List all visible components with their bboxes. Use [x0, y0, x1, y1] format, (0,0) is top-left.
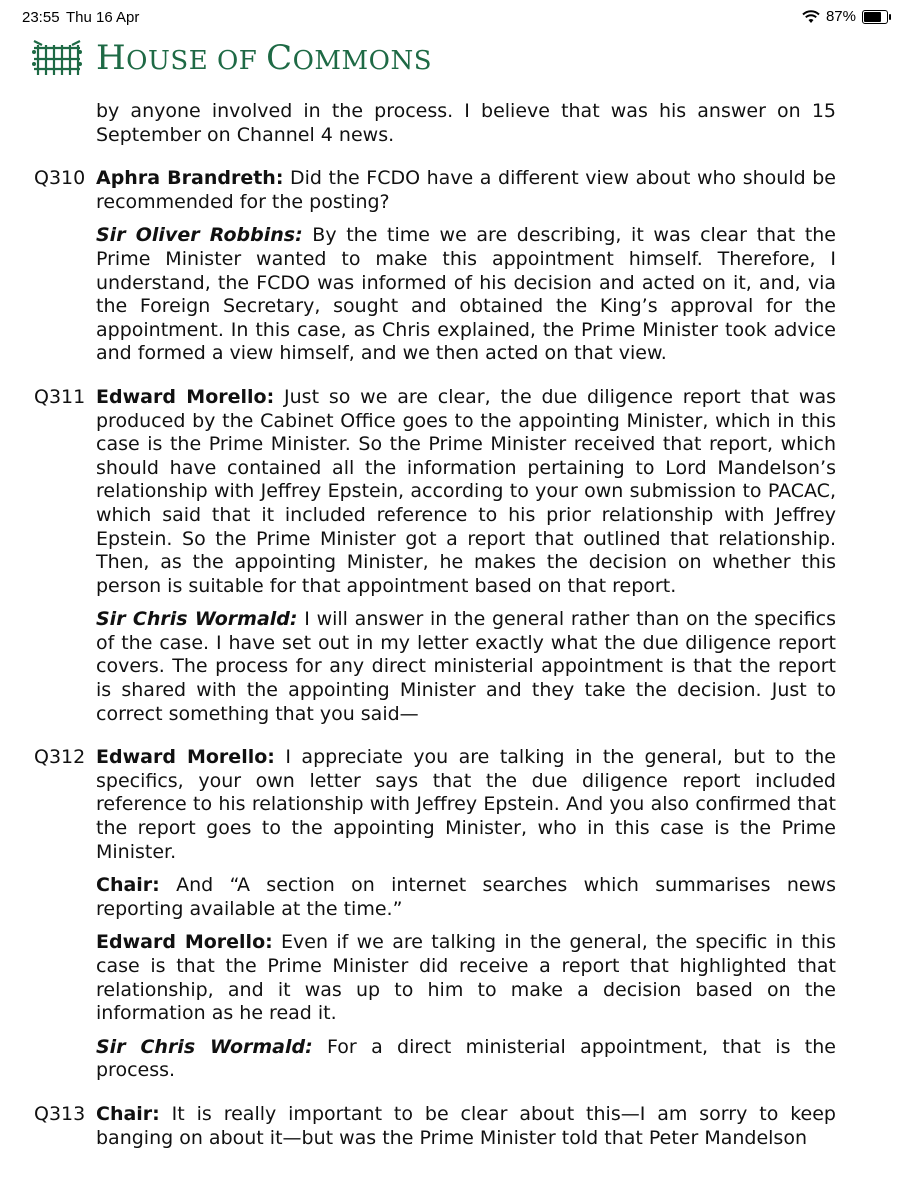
speaker-name: Sir Chris Wormald: [96, 1035, 313, 1058]
speaker-name: Sir Oliver Robbins: [96, 224, 303, 247]
speaker-name: Edward Morello: [96, 931, 273, 954]
battery-fill [864, 12, 881, 22]
question-q311 [34, 385, 837, 598]
remark-text: Even if we are talking in the general, the specific in this case is that the Prime Minister did receive a report that highlighted that relationship, and it was up to him to make a decision based on the information as he read it. [96, 931, 836, 1025]
speaker-name: Chair: [96, 1102, 160, 1125]
portcullis-icon [28, 39, 86, 77]
answer-text: By the time we are describing, it was clear that the Prime Minister wanted to make this appointment himself. Therefore, I understand, the FCDO was informed of his decision and acted on it, and, via the Foreign Secretary, sought and obtained the King’s approval for the appointment. In this case, as Chris explained, the Prime Minister took advice and formed a view himself, and we then acted on that view. [96, 224, 836, 365]
answer-q311 [96, 608, 836, 726]
speaker-name: Chair: [96, 874, 160, 897]
answer-text: For a direct ministerial appointment, that is the process. [96, 1035, 836, 1082]
question-text: It is really important to be clear about this—I am sorry to keep banging on about it—but was the Prime Minister told that Peter Mandelson [96, 1102, 836, 1149]
battery-icon [862, 10, 888, 24]
question-number: Q313 [34, 1102, 86, 1125]
status-right [802, 8, 888, 25]
chair-remark-q312 [96, 874, 836, 921]
question-text: I appreciate you are talking in the general, but to the specifics, your own letter says that the due diligence report included reference to his relationship with Jeffrey Epstein. And you also confirmed that the report goes to the appointing Minister, who in this case is the Prime Minister. [96, 746, 836, 863]
speaker-name: Edward Morello: [96, 385, 275, 408]
question-text: Did the FCDO have a different view about who should be recommended for the posting? [96, 167, 836, 213]
status-time: 23:55 [22, 9, 60, 26]
status-bar [0, 0, 900, 36]
answer-text: I will answer in the general rather than on the specifics of the case. I have set out in my letter exactly what the due diligence report covers. The process for any direct ministerial appointment is that the report is shared with the appointing Minister and they take the decision. Just to correct something that you said— [96, 608, 836, 725]
speaker-name: Edward Morello: [96, 746, 275, 769]
question-text: Just so we are clear, the due diligence report that was produced by the Cabinet Office goes to the appointing Minister, which in this case is the Prime Minister. So the Prime Minister received that report, which should have contained all the information pertaining to Lord Mandelson’s relationship with Jeffrey Epstein, according to your own submission to PACAC, which said that it included reference to his prior relationship with Jeffrey Epstein. So the Prime Minister got a report that outlined that relationship. Then, as the appointing Minister, he makes the decision on whether this person is suitable for that appointment based on that report. [96, 385, 837, 597]
question-number: Q310 [34, 167, 86, 190]
battery-percent: 87% [825, 8, 856, 25]
intro-paragraph: by anyone involved in the process. I believe that was his answer on 15 September on Channel 4 news. [96, 100, 836, 146]
question-number: Q312 [34, 746, 86, 769]
status-date: Thu 16 Apr [66, 9, 140, 26]
remark-text: And “A section on internet searches which summarises news reporting available at the time.” [96, 874, 836, 920]
question-q312 [34, 746, 836, 864]
question-number: Q311 [34, 385, 86, 408]
house-of-commons-logo: HOUSE OF COMMONS [96, 38, 433, 78]
question-q310 [34, 167, 836, 214]
answer-q310 [96, 224, 836, 366]
wifi-icon [802, 10, 820, 24]
question-q313 [34, 1102, 836, 1150]
followup-q312 [96, 931, 836, 1025]
masthead [28, 36, 432, 80]
answer-q312 [96, 1036, 836, 1083]
transcript-body [0, 100, 900, 1160]
speaker-name: Aphra Brandreth: [96, 167, 284, 190]
speaker-name: Sir Chris Wormald: [96, 608, 298, 631]
